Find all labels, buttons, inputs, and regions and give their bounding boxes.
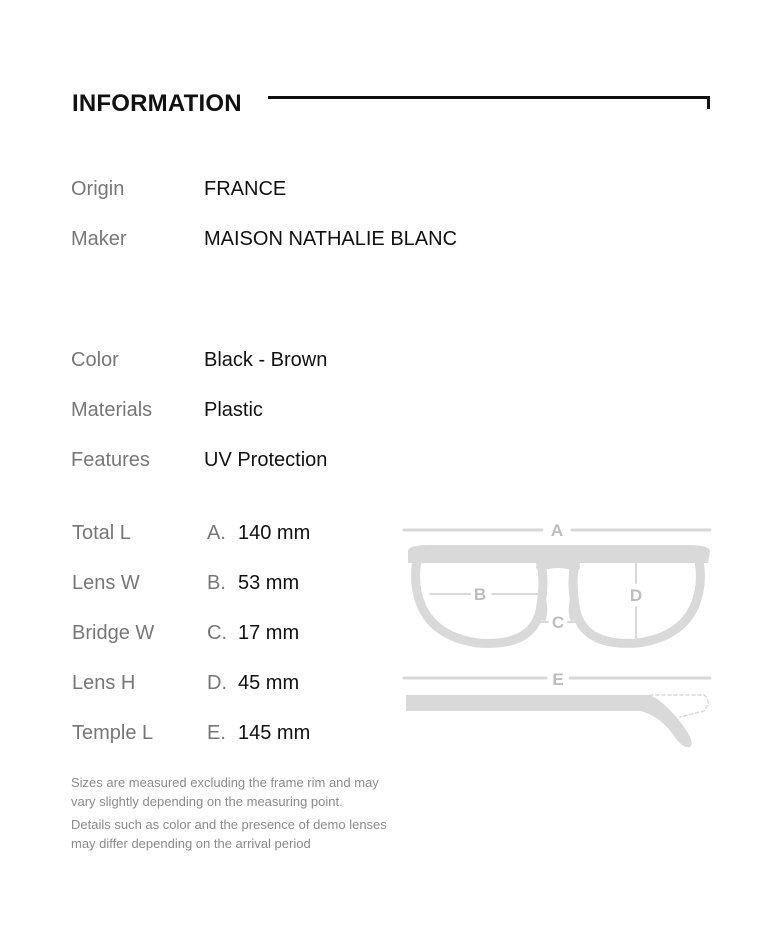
- measurement-letter: C.: [207, 622, 227, 644]
- diagram-label-d: D: [629, 586, 643, 605]
- measurement-letter: B.: [207, 572, 226, 594]
- diagram-label-c: C: [551, 613, 565, 632]
- color-row: [71, 345, 391, 375]
- maker-label: Maker: [71, 228, 127, 250]
- diagram-label-a: A: [550, 521, 564, 540]
- measurement-row-lens-height: [72, 668, 392, 698]
- measurement-letter: D.: [207, 672, 227, 694]
- features-row: [71, 445, 391, 475]
- measurement-letter: E.: [207, 722, 226, 744]
- measurement-row-bridge-width: [72, 618, 392, 648]
- measurement-label: Bridge W: [72, 622, 155, 644]
- diagram-label-e: E: [552, 670, 564, 689]
- measurement-row-lens-width: [72, 568, 392, 598]
- measurement-label: Lens W: [72, 572, 140, 594]
- origin-value: FRANCE: [204, 178, 287, 200]
- measurement-label: Lens H: [72, 672, 136, 694]
- color-value: Black - Brown: [204, 349, 328, 371]
- glasses-size-diagram: [400, 515, 716, 765]
- features-label: Features: [71, 449, 150, 471]
- temple-arm: [406, 695, 692, 747]
- measurement-value: 45 mm: [238, 672, 300, 694]
- maker-row: [71, 224, 458, 254]
- origin-label: Origin: [71, 178, 125, 200]
- frame-bridge: [540, 564, 576, 567]
- measurement-row-total-length: [72, 518, 392, 548]
- materials-row: [71, 395, 391, 425]
- title-divider-tick: [707, 96, 710, 109]
- measurement-value: 145 mm: [238, 722, 311, 744]
- color-label: Color: [71, 349, 119, 371]
- measurement-row-temple-length: [72, 718, 392, 748]
- diagram-label-b: B: [473, 585, 487, 604]
- materials-label: Materials: [71, 399, 153, 421]
- maker-value: MAISON NATHALIE BLANC: [204, 228, 458, 250]
- section-title: INFORMATION: [72, 90, 242, 117]
- measurement-value: 53 mm: [238, 572, 300, 594]
- measurement-value: 140 mm: [238, 522, 311, 544]
- title-divider-line: [268, 96, 710, 99]
- size-disclaimer-note: Sizes are measured excluding the frame rim and may vary slightly depending on the measuring point.: [71, 775, 379, 809]
- origin-row: [71, 174, 391, 204]
- measurement-value: 17 mm: [238, 622, 300, 644]
- materials-value: Plastic: [204, 399, 263, 421]
- features-value: UV Protection: [204, 449, 328, 471]
- measurement-label: Total L: [72, 522, 131, 544]
- measurement-letter: A.: [207, 522, 226, 544]
- detail-disclaimer-note: Details such as color and the presence of demo lenses may differ depending on the arrival period: [71, 817, 387, 851]
- measurement-label: Temple L: [72, 722, 154, 744]
